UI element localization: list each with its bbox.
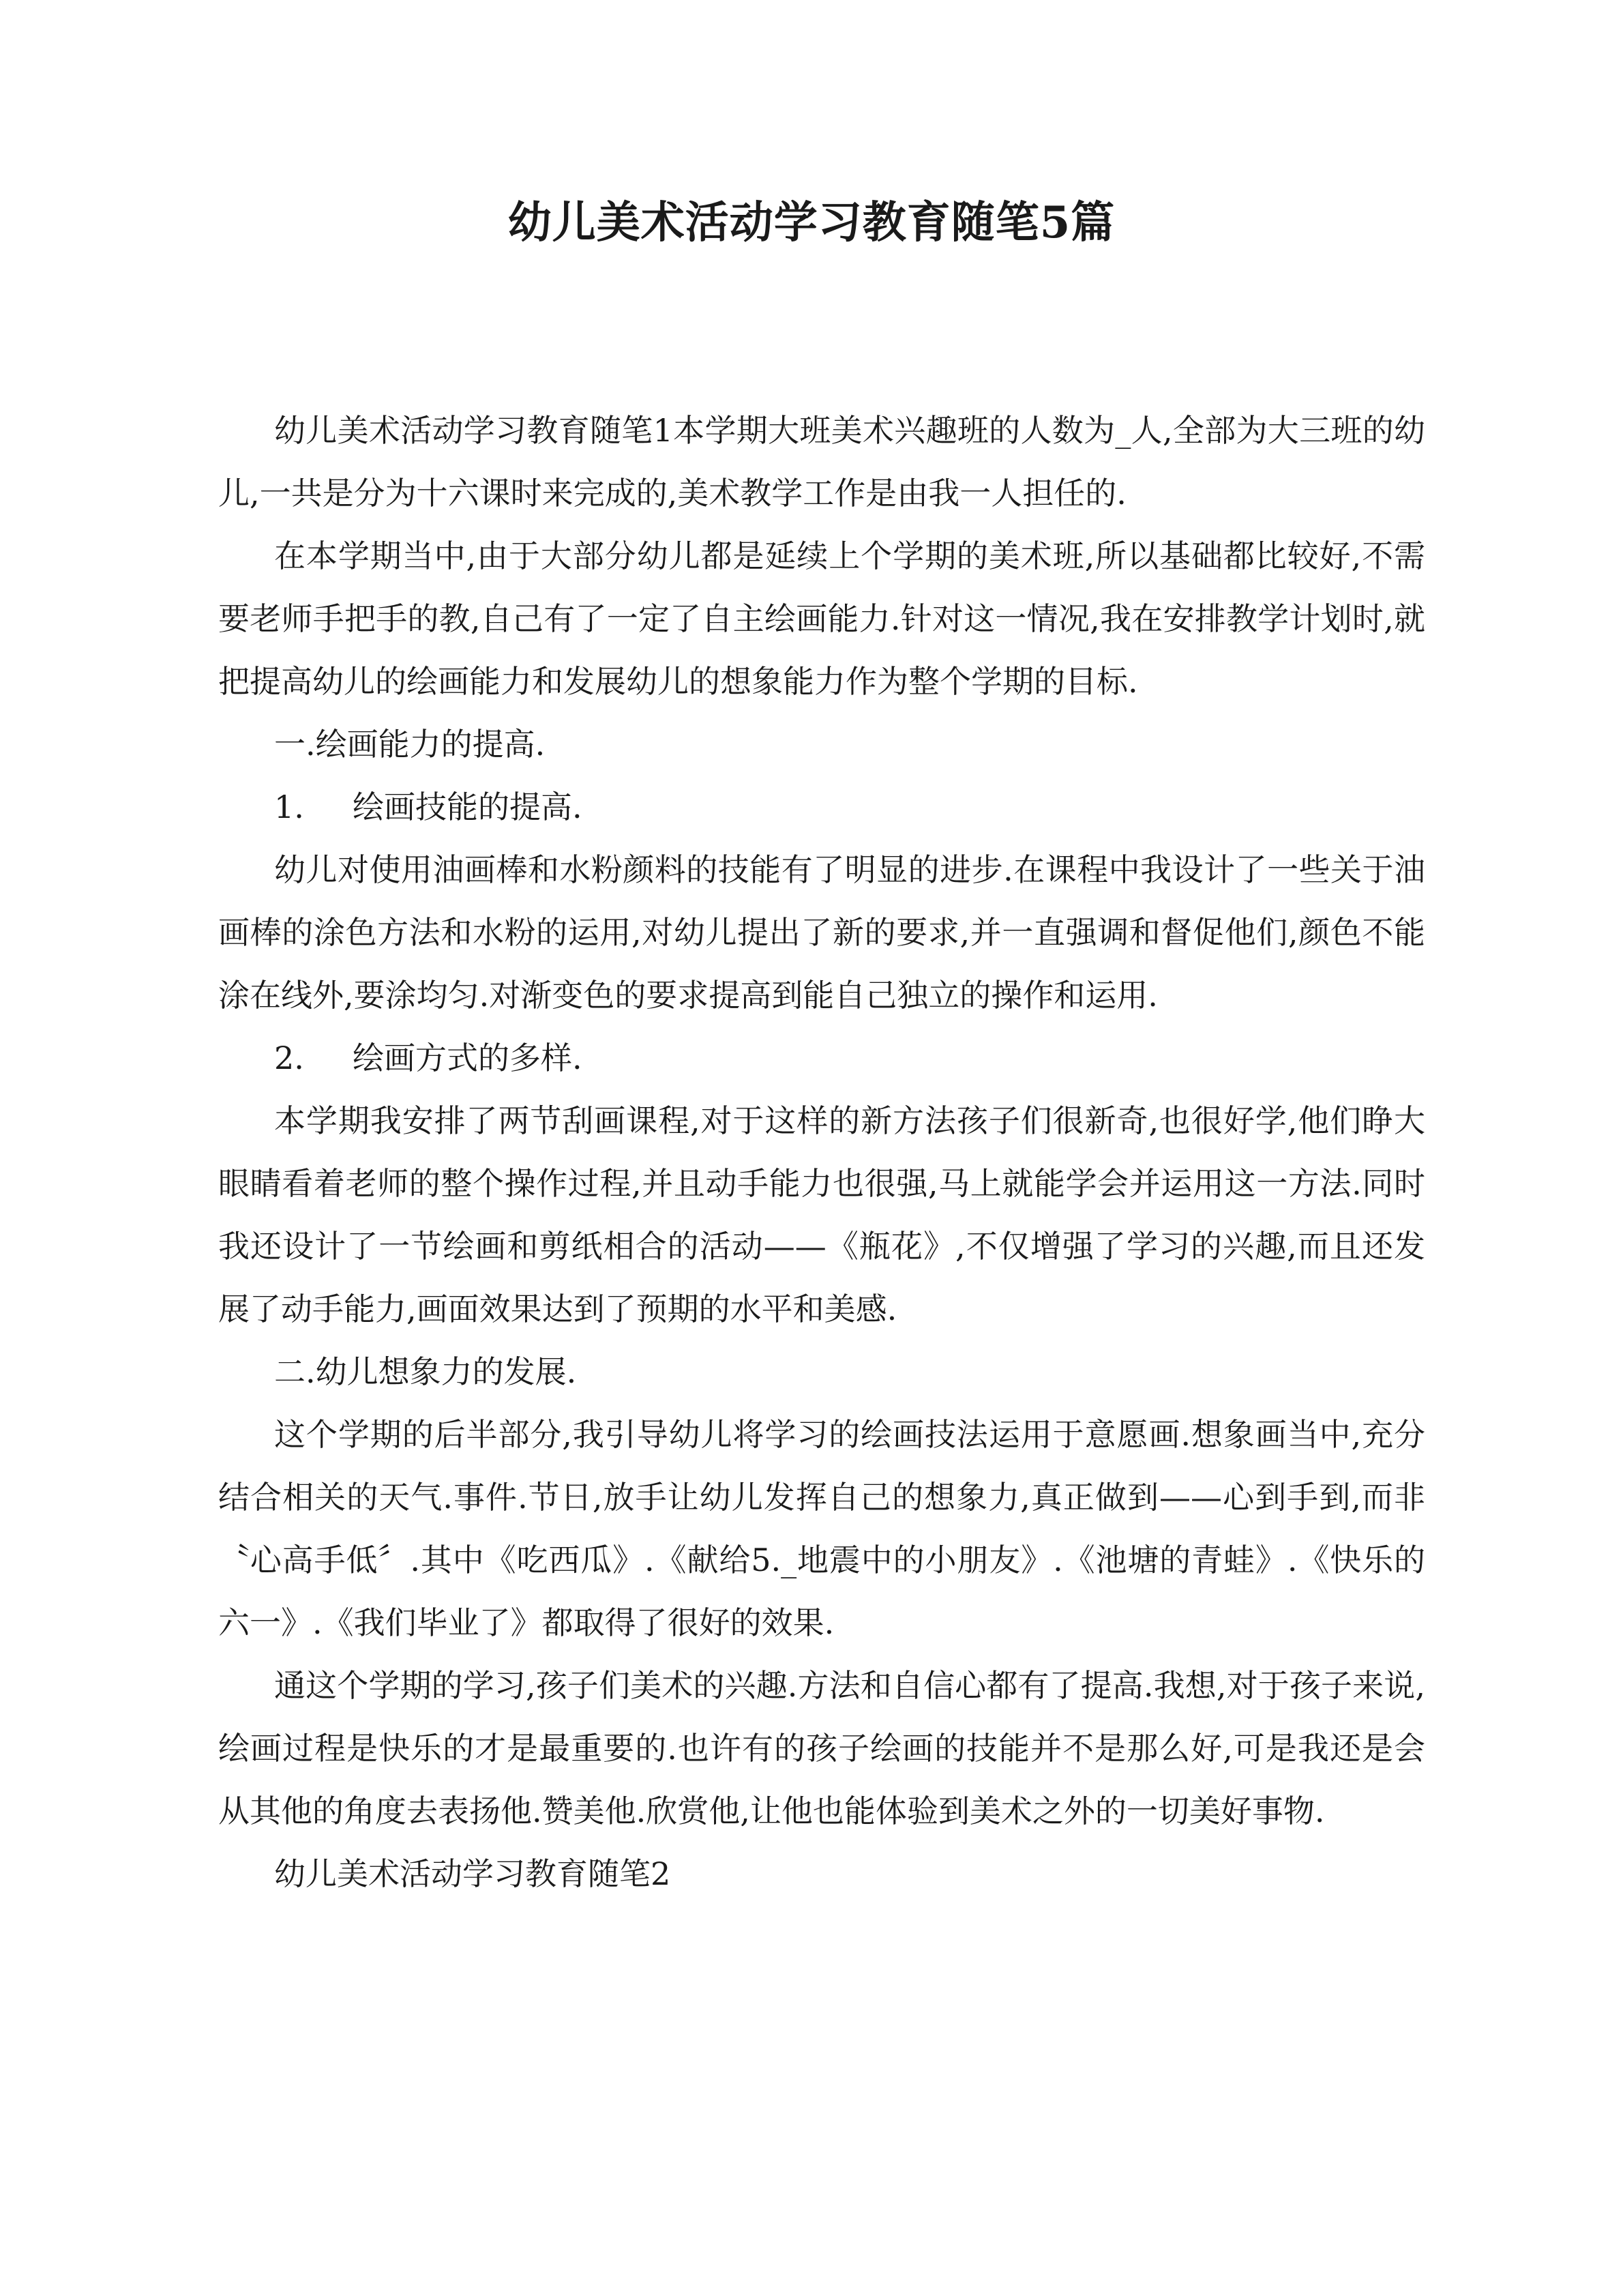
paragraph: 这个学期的后半部分,我引导幼儿将学习的绘画技法运用于意愿画.想象画当中,充分结合相关的天气.事件.节日,放手让幼儿发挥自己的想象力,真正做到——心到手到,而非〝心高手低〞.其中《吃西瓜》.《献给5._地震中的小朋友》.《池塘的青蛙》.《快乐的六一》.《我们毕业了》都取得了很好的效果. bbox=[218, 1416, 1425, 1641]
document-title: 幼儿美术活动学习教育随笔5篇 bbox=[507, 197, 1116, 248]
paragraph: 幼儿美术活动学习教育随笔1本学期大班美术兴趣班的人数为_人,全部为大三班的幼儿,一共是分为十六课时来完成的,美术教学工作是由我一人担任的. bbox=[218, 412, 1425, 512]
numbered-item bbox=[218, 1027, 1425, 1089]
item-number: 2. bbox=[274, 1040, 304, 1076]
paragraph: 通这个学期的学习,孩子们美术的兴趣.方法和自信心都有了提高.我想,对于孩子来说,绘画过程是快乐的才是最重要的.也许有的孩子绘画的技能并不是那么好,可是我还是会从其他的角度去表扬他.赞美他.欣赏他,让他也能体验到美术之外的一切美好事物. bbox=[218, 1667, 1425, 1829]
document-body bbox=[218, 399, 1425, 1905]
paragraph: 在本学期当中,由于大部分幼儿都是延续上个学期的美术班,所以基础都比较好,不需要老师手把手的教,自己有了一定了自主绘画能力.针对这一情况,我在安排教学计划时,就把提高幼儿的绘画能力和发展幼儿的想象能力作为整个学期的目标. bbox=[218, 538, 1425, 700]
paragraph: 本学期我安排了两节刮画课程,对于这样的新方法孩子们很新奇,也很好学,他们睁大眼睛看着老师的整个操作过程,并且动手能力也很强,马上就能学会并运用这一方法.同时我还设计了一节绘画和剪纸相合的活动——《瓶花》,不仅增强了学习的兴趣,而且还发展了动手能力,画面效果达到了预期的水平和美感. bbox=[218, 1102, 1425, 1327]
subtitle-paragraph: 幼儿美术活动学习教育随笔2 bbox=[274, 1855, 671, 1892]
item-text: 绘画方式的多样. bbox=[353, 1040, 582, 1076]
item-number: 1. bbox=[274, 789, 304, 825]
section-heading: 一.绘画能力的提高. bbox=[274, 726, 546, 763]
paragraph: 幼儿对使用油画棒和水粉颜料的技能有了明显的进步.在课程中我设计了一些关于油画棒的涂色方法和水粉的运用,对幼儿提出了新的要求,并一直强调和督促他们,颜色不能涂在线外,要涂均匀.对渐变色的要求提高到能自己独立的操作和运用. bbox=[218, 851, 1425, 1014]
section-heading: 二.幼儿想象力的发展. bbox=[274, 1353, 577, 1390]
item-text: 绘画技能的提高. bbox=[353, 789, 582, 825]
numbered-item bbox=[218, 776, 1425, 838]
